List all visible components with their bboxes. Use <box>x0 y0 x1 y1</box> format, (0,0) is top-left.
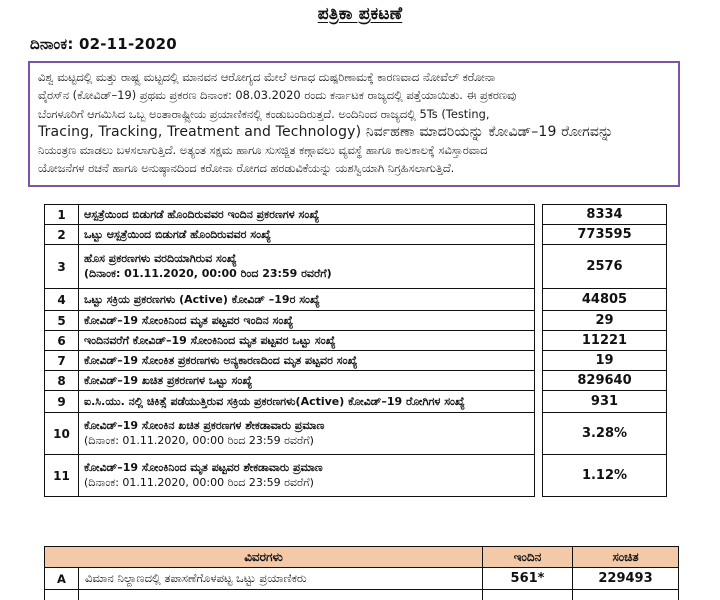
traveller-screening-table <box>44 546 679 600</box>
row-description-date-range: (ದಿನಾಂಕ: 01.11.2020, 00:00 ರಿಂದ 23:59 ರವರೆಗೆ) <box>84 434 314 447</box>
travel-row-cumulative <box>573 590 679 600</box>
row-description-date-range: (ದಿನಾಂಕ: 01.11.2020, 00:00 ರಿಂದ 23:59 ರವರೆಗೆ) <box>84 476 314 489</box>
travel-row-code <box>45 590 79 600</box>
covid-statistics-table <box>44 204 667 497</box>
row-number: 10 <box>45 413 79 455</box>
stats-row <box>45 225 667 245</box>
row-description: ಒಟ್ಟು ಸಕ್ರಿಯ ಪ್ರಕರಣಗಳು (Active) ಕೋವಿಡ್ –19ರ ಸಂಖ್ಯೆ <box>79 289 535 311</box>
row-value: 3.28% <box>543 413 667 455</box>
stats-row <box>45 289 667 311</box>
row-number: 7 <box>45 351 79 371</box>
intro-line: ವಿಶ್ವ ಮಟ್ಟದಲ್ಲಿ ಮತ್ತು ರಾಷ್ಟ್ರ ಮಟ್ಟದಲ್ಲಿ ಮಾನವನ ಆರೋಗ್ಯದ ಮೇಲೆ ಅಗಾಧ ದುಷ್ಪರಿಣಾಮಕ್ಕೆ ಕಾರಣವಾದ ನೋವೆಲ್ ಕರೋನಾ <box>38 70 496 84</box>
row-description <box>79 245 535 289</box>
travel-row-today: 561* <box>483 568 573 590</box>
row-value: 29 <box>543 311 667 331</box>
row-value: 44805 <box>543 289 667 311</box>
date-line <box>30 35 177 53</box>
travel-row <box>45 568 679 590</box>
spacer-cell <box>535 311 543 331</box>
spacer-cell <box>535 331 543 351</box>
stats-row <box>45 311 667 331</box>
row-number: 8 <box>45 371 79 391</box>
spacer-cell <box>535 289 543 311</box>
travel-header-row <box>45 547 679 568</box>
date-label: ದಿನಾಂಕ: <box>30 35 74 53</box>
row-description: ಕೋವಿಡ್–19 ಸೋಂಕಿತ ಪ್ರಕರಣಗಳು ಅನ್ಯಕಾರಣದಿಂದ ಮೃತ ಪಟ್ಟವರ ಸಂಖ್ಯೆ <box>79 351 535 371</box>
header-cumulative: ಸಂಚಿತ <box>573 547 679 568</box>
row-number: 1 <box>45 205 79 225</box>
row-value: 1.12% <box>543 455 667 497</box>
row-number: 3 <box>45 245 79 289</box>
row-value: 829640 <box>543 371 667 391</box>
stats-row <box>45 371 667 391</box>
date-value: 02-11-2020 <box>78 35 177 53</box>
stats-row <box>45 413 667 455</box>
spacer-cell <box>535 351 543 371</box>
title-text: ಪತ್ರಿಕಾ ಪ್ರಕಟಣೆ <box>317 4 403 24</box>
row-value: 11221 <box>543 331 667 351</box>
row-description: ಆಸ್ಪತ್ರೆಯಿಂದ ಬಿಡುಗಡೆ ಹೊಂದಿರುವವರ ಇಂದಿನ ಪ್ರಕರಣಗಳ ಸಂಖ್ಯೆ <box>79 205 535 225</box>
spacer-cell <box>535 455 543 497</box>
travel-row-description: ವಿಮಾನ ನಿಲ್ದಾಣದಲ್ಲಿ ತಪಾಸಣೆಗೊಳಪಟ್ಟ ಒಟ್ಟು ಪ್ರಯಾಣಿಕರು <box>79 568 483 590</box>
row-number: 4 <box>45 289 79 311</box>
stats-row <box>45 455 667 497</box>
travel-row-description <box>79 590 483 600</box>
stats-row <box>45 331 667 351</box>
spacer-cell <box>535 245 543 289</box>
stats-row <box>45 245 667 289</box>
row-description: ಇಂದಿನವರೆಗೆ ಕೋವಿಡ್–19 ಸೋಂಕಿನಿಂದ ಮೃತ ಪಟ್ಟವರ ಒಟ್ಟು ಸಂಖ್ಯೆ <box>79 331 535 351</box>
header-today: ಇಂದಿನ <box>483 547 573 568</box>
row-value: 19 <box>543 351 667 371</box>
spacer-cell <box>535 371 543 391</box>
intro-line: ಯೋಜನೆಗಳ ರಚನೆ ಹಾಗೂ ಅನುಷ್ಠಾನದಿಂದ ಕರೋನಾ ರೋಗದ ಹರಡುವಿಕೆಯನ್ನು ಯಶಸ್ವಿಯಾಗಿ ನಿಗ್ರಹಿಸಲಾಗುತ್ತಿದೆ. <box>38 161 455 176</box>
spacer-cell <box>535 225 543 245</box>
travel-row-today <box>483 590 573 600</box>
stats-row <box>45 391 667 413</box>
intro-paragraph-box <box>28 61 680 187</box>
row-description <box>79 455 535 497</box>
intro-line: ವೈರಸ್‌ನ (ಕೋವಿಡ್–19) ಪ್ರಥಮ ಪ್ರಕರಣ ದಿನಾಂಕ: 08.03.2020 ರಂದು ಕರ್ನಾಟಕ ರಾಜ್ಯದಲ್ಲಿ ಪತ್ತೆಯಾಯಿತು. ಈ ಪ್ರಕರಣವು <box>38 88 517 103</box>
intro-line: ಬೆಂಗಳೂರಿಗೆ ಆಗಮಿಸಿದ ಒಬ್ಬ ಅಂತಾರಾಷ್ಟ್ರೀಯ ಪ್ರಯಾಣಿಕನಲ್ಲಿ ಕಂಡುಬಂದಿರುತ್ತದೆ. ಅಂದಿನಿಂದ ರಾಜ್ಯದಲ್ಲಿ 5Ts (Testing, <box>38 106 490 121</box>
document-title <box>0 4 720 24</box>
row-value: 2576 <box>543 245 667 289</box>
row-description: ಕೋವಿಡ್–19 ಸೋಂಕಿನಿಂದ ಮೃತ ಪಟ್ಟವರ ಇಂದಿನ ಸಂಖ್ಯೆ <box>79 311 535 331</box>
row-number: 9 <box>45 391 79 413</box>
stats-row <box>45 351 667 371</box>
row-description: ಐ.ಸಿ.ಯು. ನಲ್ಲಿ ಚಿಕಿತ್ಸೆ ಪಡೆಯುತ್ತಿರುವ ಸಕ್ರಿಯ ಪ್ರಕರಣಗಳು(Active) ಕೋವಿಡ್–19 ರೋಗಿಗಳ ಸಂಖ್ಯೆ <box>79 391 535 413</box>
spacer-cell <box>535 205 543 225</box>
row-number: 2 <box>45 225 79 245</box>
row-description: ಕೋವಿಡ್–19 ಖಚಿತ ಪ್ರಕರಣಗಳ ಒಟ್ಟು ಸಂಖ್ಯೆ <box>79 371 535 391</box>
row-description: ಒಟ್ಟು ಆಸ್ಪತ್ರೆಯಿಂದ ಬಿಡುಗಡೆ ಹೊಂದಿರುವವರ ಸಂಖ್ಯೆ <box>79 225 535 245</box>
row-description-main: ಕೋವಿಡ್–19 ಸೋಂಕಿನ ಖಚಿತ ಪ್ರಕರಣಗಳ ಶೇಕಡಾವಾರು ಪ್ರಮಾಣ <box>84 419 325 432</box>
row-description-main: ಕೋವಿಡ್–19 ಸೋಂಕಿನಿಂದ ಮೃತ ಪಟ್ಟವರ ಶೇಕಡಾವಾರು ಪ್ರಮಾಣ <box>84 461 323 474</box>
row-description-date-range: (ದಿನಾಂಕ: 01.11.2020, 00:00 ರಿಂದ 23:59 ರವರೆಗೆ) <box>84 267 332 280</box>
intro-line: Tracing, Tracking, Treatment and Technology) ನಿರ್ವಹಣಾ ಮಾದರಿಯನ್ನು ಕೋವಿಡ್–19 ರೋಗವನ್ನು <box>38 123 614 140</box>
intro-line: ನಿಯಂತ್ರಣ ಮಾಡಲು ಬಳಸಲಾಗುತ್ತಿದೆ. ಅತ್ಯಂತ ಸಕ್ಷಮ ಹಾಗೂ ಸುಸಜ್ಜಿತ ಕಣ್ಗಾವಲು ವ್ಯವಸ್ಥೆ ಹಾಗೂ ಕಾಲಕಾಲಕ್ಕೆ ಸವಿಸ್ತಾರವಾದ <box>38 143 488 158</box>
spacer-cell <box>535 391 543 413</box>
header-details: ವಿವರಗಳು <box>45 547 483 568</box>
row-description-main: ಹೊಸ ಪ್ರಕರಣಗಳು ವರದಿಯಾಗಿರುವ ಸಂಖ್ಯೆ <box>84 252 237 265</box>
row-number: 5 <box>45 311 79 331</box>
row-description <box>79 413 535 455</box>
row-number: 11 <box>45 455 79 497</box>
row-value: 931 <box>543 391 667 413</box>
spacer-cell <box>535 413 543 455</box>
row-number: 6 <box>45 331 79 351</box>
row-value: 773595 <box>543 225 667 245</box>
stats-row <box>45 205 667 225</box>
travel-row-code: A <box>45 568 79 590</box>
travel-row-partial <box>45 590 679 600</box>
travel-row-cumulative: 229493 <box>573 568 679 590</box>
row-value: 8334 <box>543 205 667 225</box>
